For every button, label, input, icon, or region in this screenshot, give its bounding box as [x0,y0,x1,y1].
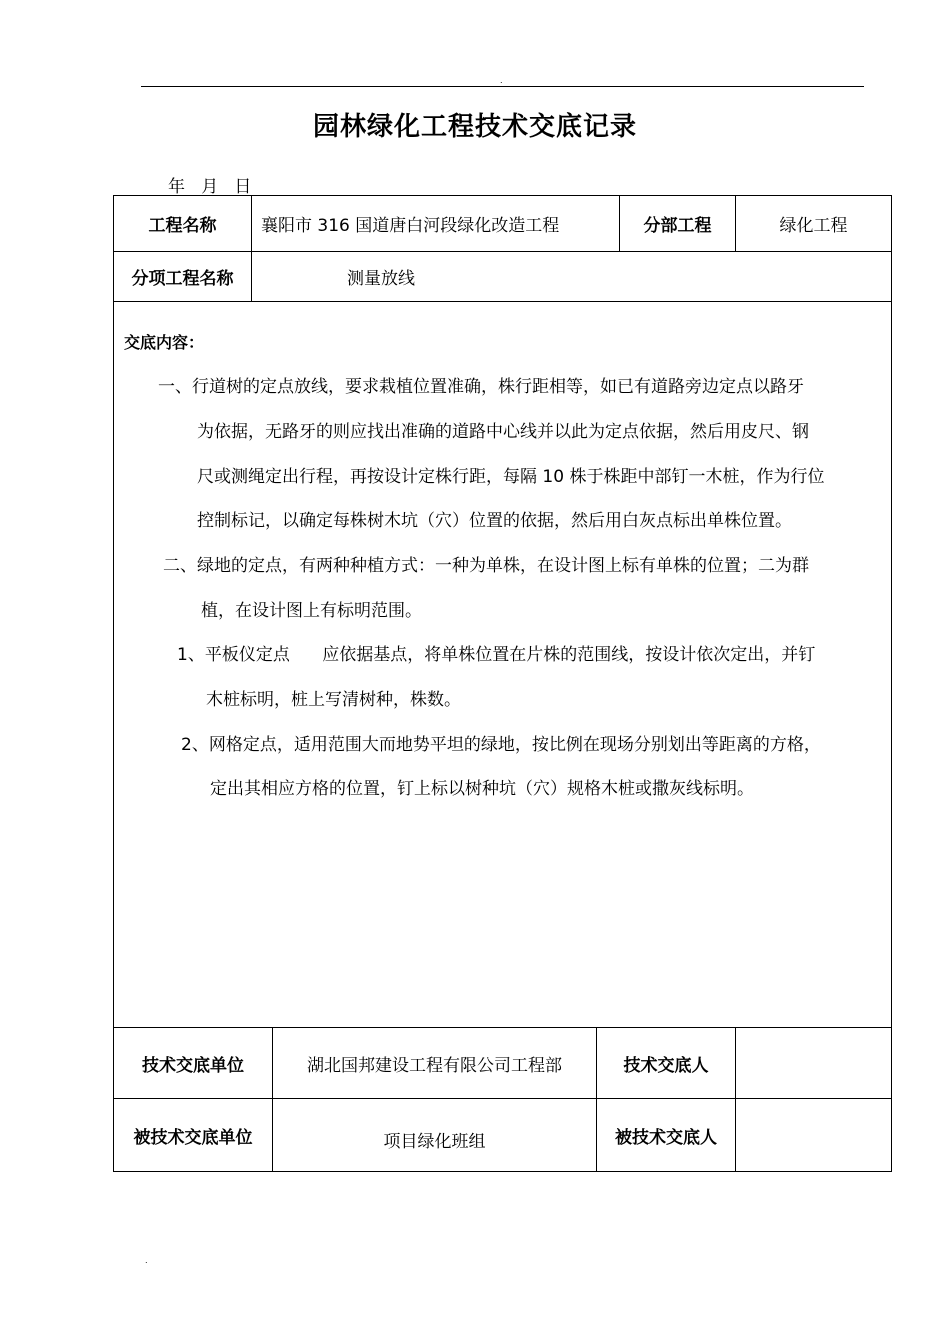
tech-unit-value: 湖北国邦建设工程有限公司工程部 [307,1055,562,1076]
recv-unit-label: 被技术交底单位 [133,1128,253,1148]
tech-person-label: 技术交底人 [623,1055,709,1076]
project-name-value: 襄阳市 316 国道唐白河段绿化改造工程 [261,216,560,236]
footer-dot: . [145,1256,148,1265]
tech-person-value[interactable] [736,1028,891,1098]
header-dot: . [500,76,503,85]
row-divider [114,301,891,302]
subitem-value: 测量放线 [347,269,415,289]
header-rule [141,86,864,87]
content-line: 尺或测绳定出行程，再按设计定株行距，每隔 10 株于株距中部钉一木桩，作为行位 [197,467,825,487]
content-line: 定出其相应方格的位置，钉上标以树种坑（穴）规格木桩或撒灰线标明。 [210,779,754,799]
content-line: 2、网格定点，适用范围大而地势平坦的绿地，按比例在现场分别划出等距离的方格， [181,735,821,755]
content-line: 植，在设计图上有标明范围。 [201,601,422,621]
content-line: 一、行道树的定点放线，要求栽植位置准确，株行距相等，如已有道路旁边定点以路牙 [158,377,804,397]
tech-unit-label: 技术交底单位 [142,1055,244,1076]
recv-person-label: 被技术交底人 [615,1128,717,1148]
content-line: 控制标记，以确定每株树木坑（穴）位置的依据，然后用白灰点标出单株位置。 [197,511,792,531]
date-line: 年 月 日 [168,177,252,197]
record-table [113,195,892,1172]
recv-person-value[interactable] [736,1099,891,1172]
subitem-label: 分项工程名称 [131,269,234,289]
content-heading: 交底内容： [124,333,205,352]
division-label: 分部工程 [643,216,712,236]
content-line: 为依据，无路牙的则应找出准确的道路中心线并以此为定点依据，然后用皮尺、钢 [197,422,809,442]
content-line: 木桩标明，桩上写清树种，株数。 [206,690,461,710]
content-line: 1、平板仪定点 应依据基点，将单株位置在片株的范围线，按设计依次定出，并钉 [177,645,816,665]
division-value: 绿化工程 [779,216,848,236]
project-name-label: 工程名称 [148,216,217,236]
page-title: 园林绿化工程技术交底记录 [312,112,637,142]
content-line: 二、绿地的定点，有两种种植方式：一种为单株，在设计图上标有单株的位置；二为群 [163,556,809,576]
recv-unit-value: 项目绿化班组 [383,1132,486,1152]
